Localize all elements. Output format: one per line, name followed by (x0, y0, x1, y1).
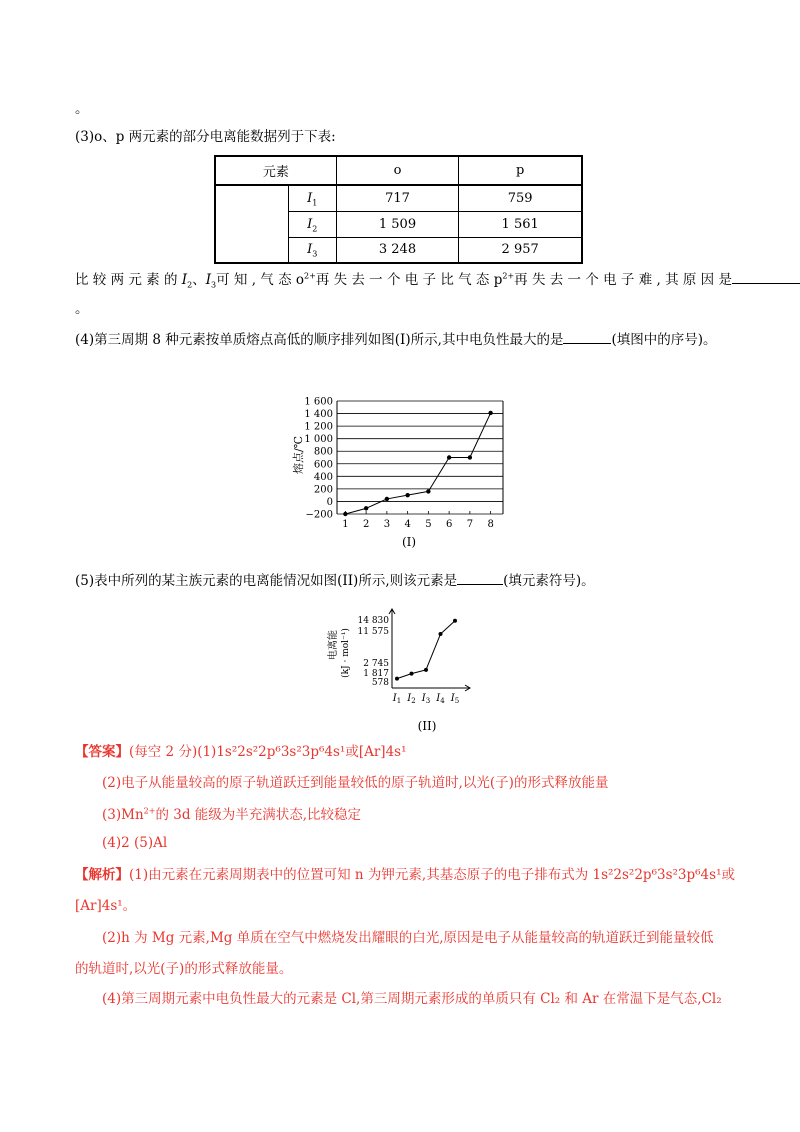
chart2-point (395, 677, 399, 681)
chart1-xtick-label: 6 (445, 519, 453, 530)
chart1-segment (470, 413, 491, 458)
chart2-point (410, 672, 414, 676)
chart1-xtick-label: 7 (466, 519, 474, 530)
chart1-ytick-label: −200 (305, 509, 333, 521)
chart1-xtick-label: 1 (342, 519, 349, 530)
chart2-segment (426, 634, 441, 670)
chart1-point (447, 455, 451, 459)
melting-point-chart (285, 385, 525, 555)
chart2-ytick-label: 11 575 (357, 627, 389, 637)
chart2-segment (412, 670, 427, 674)
answer-blank (563, 330, 611, 344)
analysis-line-3: (2)h 为 Mg 元素,Mg 单质在空气中燃烧发出耀眼的白光,原因是电子从能量较高的轨道跃迁到能量较低 (102, 930, 714, 946)
chart2-segment (441, 621, 456, 634)
chart1-ytick-label: 1 400 (304, 409, 333, 421)
table-header-p: p (459, 156, 582, 185)
table-row-label: $I_3$ (288, 237, 336, 263)
chart2-point (453, 619, 457, 623)
table-cell: 2 957 (459, 237, 582, 263)
chart2-xtick-label: $I_2$ (407, 693, 416, 705)
question-5-text: (5)表中所列的某主族元素的电离能情况如图(II)所示,则该元素是 (填元素符号)。 (75, 573, 595, 589)
chart2-ytick-label: 1 817 (363, 669, 389, 679)
chart1-segment (345, 508, 366, 514)
chart2-ytick-label: 2 745 (363, 659, 389, 669)
chart1-ytick-label: 200 (313, 484, 333, 496)
leading-period: 。 (75, 101, 89, 117)
chart1-segment (408, 491, 429, 495)
chart1-point (468, 455, 472, 459)
answer-line-2: (2)电子从能量较高的原子轨道跃迁到能量较低的原子轨道时,以光(子)的形式释放能量 (102, 775, 609, 791)
table-cell: 1 509 (336, 211, 459, 237)
ionization-table (214, 155, 583, 264)
chart2-xtick-label: $I_1$ (392, 693, 402, 705)
chart1-ylabel: 熔点/℃ (292, 435, 305, 475)
chart1-xtick-label: 8 (487, 519, 494, 530)
chart1-segment (366, 499, 387, 508)
chart2-point (424, 668, 428, 672)
chart2-ylabel: 电离能 (328, 630, 339, 660)
analysis-line-1: 【解析】(1)由元素在元素周期表中的位置可知 n 为钾元素,其基态原子的电子排布式为 1s²2s²2p⁶3s²3p⁶4s¹或 (75, 867, 735, 883)
table-blank-cell (215, 185, 288, 263)
table-cell: 759 (459, 185, 582, 211)
chart2-point (439, 632, 443, 636)
chart1-ytick-label: 1 000 (304, 434, 333, 446)
question-3-intro: (3)o、p 两元素的部分电离能数据列于下表: (75, 129, 336, 145)
chart1-segment (428, 458, 449, 492)
question-4-text: (4)第三周期 8 种元素按单质熔点高低的顺序排列如图(I)所示,其中电负性最大的是 (填图中的序号)。 (75, 332, 717, 348)
chart1-xtick-label: 5 (425, 519, 432, 530)
analysis-line-5: (4)第三周期元素中电负性最大的元素是 Cl,第三周期元素形成的单质只有 Cl₂ 和 Ar 在常温下是气态,Cl₂ (102, 991, 722, 1007)
chart2-xtick-label: $I_4$ (436, 693, 445, 705)
chart1-point (488, 411, 492, 415)
table-row-label: $I_2$ (288, 211, 336, 237)
chart1-title: (I) (401, 535, 417, 549)
table-cell: 3 248 (336, 237, 459, 263)
chart1-ytick-label: 600 (313, 459, 333, 471)
table-cell: 717 (336, 185, 459, 211)
table-header-o: o (336, 156, 459, 185)
table-cell: 1 561 (459, 211, 582, 237)
chart2-xtick-label: $I_5$ (450, 693, 460, 705)
chart1-xtick-label: 4 (404, 519, 411, 530)
answer-line-4: (4)2 (5)Al (102, 835, 168, 851)
chart2-xtick-label: $I_3$ (421, 693, 431, 705)
table-header-element: 元素 (215, 156, 336, 185)
analysis-line-4: 的轨道时,以光(子)的形式释放能量。 (75, 961, 293, 977)
chart2-ytick-label: 578 (371, 678, 389, 688)
chart1-point (405, 493, 409, 497)
chart1-xtick-label: 3 (383, 519, 391, 530)
chart1-point (385, 497, 389, 501)
chart1-point (364, 506, 368, 510)
answer-blank (457, 571, 503, 585)
chart1-ytick-label: 1 600 (304, 396, 333, 408)
chart2-yunit: (kJ · mol⁻¹) (341, 628, 351, 678)
period-end: 。 (75, 301, 89, 317)
answer-blank (732, 270, 800, 284)
chart2-segment (397, 674, 412, 679)
answer-line-3: $(3)Mn^{2+}$的 3d 能级为半充满状态,比较稳定 (102, 806, 362, 823)
table-row-label: $I_1$ (288, 185, 336, 211)
question-3-text: 比 较 两 元 素 的 $I_2$、$I_3$可 知 , 气 态 $o^{2+}$再 失 去 一 个 电 子 比 气 态 $p^{2+}$再 失 去 一 个 电 子 难 , 其 原 因 是 (75, 270, 800, 289)
chart2-title: (II) (417, 719, 437, 733)
chart1-point (426, 489, 430, 493)
chart1-ytick-label: 400 (313, 471, 333, 483)
chart1-ytick-label: 1 200 (304, 421, 333, 433)
ionization-energy-chart (325, 605, 475, 735)
chart1-segment (387, 495, 408, 499)
chart1-ytick-label: 800 (313, 446, 333, 458)
answer-line-1: 【答案】(每空 2 分)(1)1s²2s²2p⁶3s²3p⁶4s¹或[Ar]4s¹ (75, 744, 407, 760)
analysis-line-2: [Ar]4s¹。 (75, 898, 137, 914)
chart2-ytick-label: 14 830 (357, 616, 389, 626)
chart1-ytick-label: 0 (326, 496, 333, 508)
chart1-xtick-label: 2 (362, 519, 370, 530)
